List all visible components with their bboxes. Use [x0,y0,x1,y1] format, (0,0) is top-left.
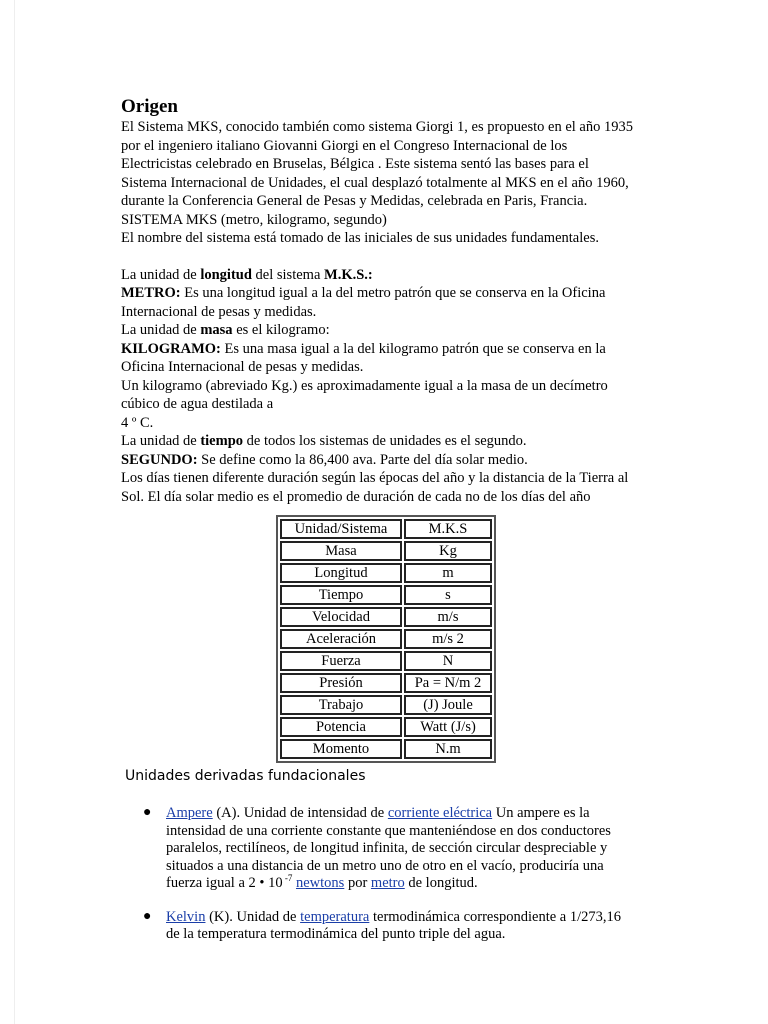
masa-heading [121,321,651,340]
longitud-section [121,266,651,322]
text: por [344,875,371,891]
text: Se define como la 86,400 ava. Parte del día solar medio. [197,451,528,468]
table-cell-quantity: Masa [280,541,402,561]
term-label: SEGUNDO: [121,451,198,468]
corriente-electrica-link[interactable]: corriente eléctrica [387,805,493,821]
page-edge [14,0,15,1024]
table-row [280,717,492,737]
table-cell-quantity: Trabajo [280,695,402,715]
table-cell-unit: m/s 2 [404,629,492,649]
derived-units-list [121,805,651,944]
intro-line: Sistema Internacional de Unidades, el cual desplazó totalmente al MKS en el año 1960, [121,174,629,191]
segundo-definition [121,451,651,470]
bullet-icon: ● [143,908,152,924]
tiempo-heading [121,432,651,451]
kilogramo-definition-cont: Oficina Internacional de pesas y medidas. [121,359,364,375]
table-cell-unit: Kg [404,541,492,561]
text: es el kilogramo: [232,322,330,338]
tiempo-note: Sol. El día solar medio es el promedio de duración de cada no de los días del año [121,488,591,505]
table-cell-quantity: Fuerza [280,651,402,671]
table-cell-unit: (J) Joule [404,695,492,715]
table-row [280,739,492,759]
kelvin-link[interactable]: Kelvin [166,908,206,925]
table-row [280,629,492,649]
intro-paragraph [121,118,651,248]
spacer [121,248,651,266]
tiempo-note: Los días tienen diferente duración según las épocas del año y la distancia de la Tierra al [121,470,629,486]
longitud-heading [121,266,651,285]
intro-line: El Sistema MKS, conocido también como sistema Giorgi 1, es propuesto en el año 1935 [121,119,633,135]
text: La unidad de [121,433,201,449]
newtons-link[interactable]: newtons [295,875,345,891]
text: Es una masa igual a la del kilogramo patrón que se conserva en la [220,340,606,357]
kilogramo-note: cúbico de agua destilada a [121,396,274,412]
text: termodinámica correspondiente a 1/273,16 de la temperatura termodinámica del punto triple del agua. [166,908,622,942]
intro-line: durante la Conferencia General de Pesas y Medidas, celebrada en Paris, Francia. [121,193,588,209]
exponent: -7 [282,873,293,884]
temperatura-link[interactable]: temperatura [300,908,370,925]
table-row [280,607,492,627]
list-item-ampere [143,805,636,893]
table-row [280,563,492,583]
page-title: Origen [121,96,178,117]
document-body [121,96,651,960]
term-label: KILOGRAMO: [121,340,221,357]
metro-definition-cont: Internacional de pesas y medidas. [121,303,317,320]
table-row [280,541,492,561]
text: de longitud. [404,875,478,891]
table-cell-quantity: Presión [280,673,402,693]
units-table-body [280,519,492,759]
table-cell-unit: M.K.S [404,519,492,539]
table-cell-unit: s [404,585,492,605]
intro-line: por el ingeniero italiano Giovanni Giorgi en el Congreso Internacional de los [121,137,568,154]
table-cell-unit: Pa = N/m 2 [404,673,492,693]
table-cell-quantity: Longitud [280,563,402,583]
table-cell-quantity: Tiempo [280,585,402,605]
table-cell-quantity: Aceleración [280,629,402,649]
term-label: METRO: [121,285,181,301]
intro-line: Electricistas celebrado en Bruselas, Bélgica . Este sistema sentó las bases para el [121,156,589,172]
section-subheading: Unidades derivadas fundacionales [125,768,366,784]
kilogramo-note: 4 º C. [121,414,154,431]
masa-section [121,321,651,432]
table-row [280,673,492,693]
ampere-link[interactable]: Ampere [166,805,213,821]
table-cell-unit: N [404,651,492,671]
bullet-icon: ● [143,805,152,820]
table-cell-quantity: Potencia [280,717,402,737]
table-cell-quantity: Momento [280,739,402,759]
text: (K). Unidad de [205,908,301,925]
text: La unidad de [121,322,201,338]
text: de todos los sistemas de unidades es el segundo. [243,433,527,449]
text: Es una longitud igual a la del metro patrón que se conserva en la Oficina [180,285,606,301]
text: (A). Unidad de intensidad de [212,805,388,821]
kilogramo-definition [121,340,651,359]
table-cell-unit: N.m [404,739,492,759]
metro-definition [121,284,651,303]
intro-line: SISTEMA MKS (metro, kilogramo, segundo) [121,211,387,228]
text: La unidad de [121,266,201,283]
table-row [280,695,492,715]
bold-text: M.K.S.: [324,266,373,283]
text: del sistema [251,266,325,283]
bold-text: tiempo [200,433,244,449]
table-cell-quantity: Velocidad [280,607,402,627]
table-cell-quantity: Unidad/Sistema [280,519,402,539]
table-cell-unit: m [404,563,492,583]
bold-text: masa [200,322,233,338]
table-cell-unit: m/s [404,607,492,627]
tiempo-section [121,432,651,506]
units-table [276,515,496,763]
table-row [280,585,492,605]
table-cell-unit: Watt (J/s) [404,717,492,737]
table-row [280,651,492,671]
bold-text: longitud [200,266,252,283]
list-item-kelvin [143,908,636,944]
metro-link[interactable]: metro [370,875,405,891]
text: Un ampere es la intensidad de una corriente constante que manteniéndose en dos conductores paralelos, rectilíneos, de longitud infinita, de sección circular despreciable y situados a una distancia de un metro uno de otro en el vacío, produciría una fuerza igual a 2 • 10 [166,805,611,891]
kilogramo-note: Un kilogramo (abreviado Kg.) es aproximadamente igual a la masa de un decímetro [121,377,608,394]
table-header-row [280,519,492,539]
intro-line: El nombre del sistema está tomado de las iniciales de sus unidades fundamentales. [121,230,599,246]
